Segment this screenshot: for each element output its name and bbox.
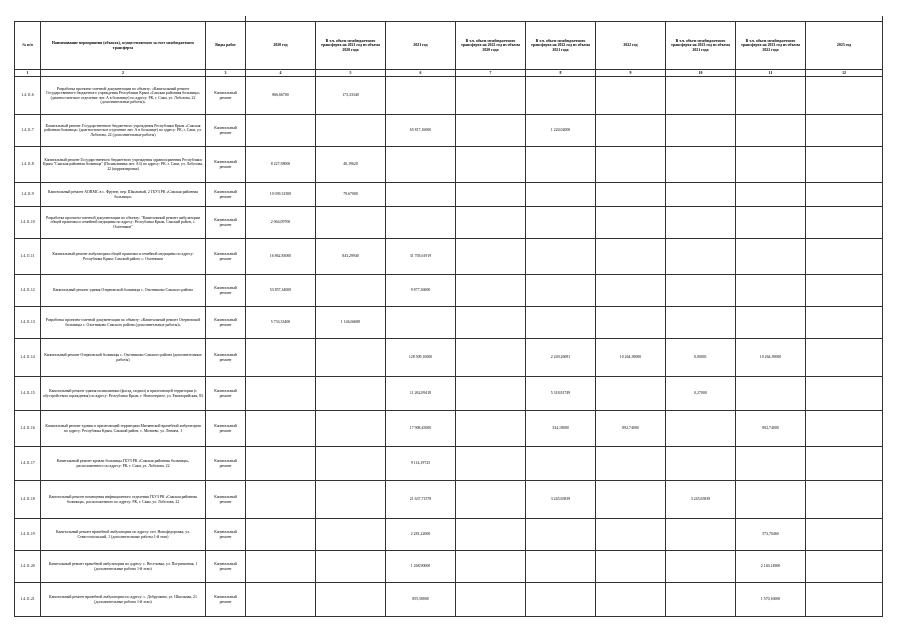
cell-2023 (806, 583, 883, 617)
table-row (15, 307, 883, 339)
cell-2023-incl-2022: 892,74000 (736, 411, 806, 447)
cell-2020 (246, 447, 316, 481)
cell-2023 (806, 411, 883, 447)
header-2023: 2023 год (806, 22, 883, 70)
header-name: Наименование мероприятия (объекта), осуществляемого за счет межбюджетного трансферта (41, 22, 206, 70)
table-row (15, 239, 883, 275)
cell-2020 (246, 411, 316, 447)
table-row (15, 519, 883, 551)
cell-2022-incl-2021 (526, 519, 596, 551)
cell-2022 (596, 115, 666, 147)
cell-2021: 21 637,71578 (386, 481, 456, 519)
cell-2021-incl-2022 (456, 183, 526, 207)
cell-2020-incl (316, 207, 386, 239)
cell-2022 (596, 207, 666, 239)
row-number: 1.4.11.13 (15, 307, 41, 339)
cell-2023-incl-2022 (736, 377, 806, 411)
row-name: Разработка проектно-сметной документации по объекту: "Капитальный ремонт амбулатории общей практики и семейной медицины по адресу: Республика Крым, Сакский район, с. Охотников" (41, 207, 206, 239)
cell-2020 (246, 583, 316, 617)
cell-2023-incl-2021 (666, 207, 736, 239)
table-row (15, 77, 883, 115)
cell-2023 (806, 551, 883, 583)
cell-2021-incl-2022 (456, 339, 526, 377)
cell-2020 (246, 519, 316, 551)
row-work-type: Капитальный ремонт (206, 207, 246, 239)
row-number: 1.4.11.14 (15, 339, 41, 377)
cell-2023-incl-2021: 0,00001 (666, 339, 736, 377)
row-number: 1.4.11.6 (15, 77, 41, 115)
cell-2021-incl-2022 (456, 115, 526, 147)
cell-2023-incl-2022 (736, 447, 806, 481)
cell-2021: 65 817,16000 (386, 115, 456, 147)
cell-2023 (806, 207, 883, 239)
row-name: Разработка проектно-сметной документации по объекту: «Капитальный ремонт Озерновской больницы с. Охотниково Сакского района (дополнительные работы)» (41, 307, 206, 339)
cell-2023-incl-2021 (666, 307, 736, 339)
col-number: 7 (456, 70, 526, 77)
cell-2020 (246, 551, 316, 583)
cell-2021 (386, 77, 456, 115)
header-2023-incl-2022: В т.ч. объем межбюджетного трансферта на 2023 год из объема 2022 года (736, 22, 806, 70)
cell-2022 (596, 447, 666, 481)
row-work-type: Капитальный ремонт (206, 147, 246, 183)
cell-2022-incl-2021 (526, 239, 596, 275)
row-work-type: Капитальный ремонт (206, 307, 246, 339)
row-work-type: Капитальный ремонт (206, 275, 246, 307)
row-number: 1.4.11.9 (15, 183, 41, 207)
row-number: 1.4.11.18 (15, 481, 41, 519)
cell-2023-incl-2022 (736, 239, 806, 275)
table-body (15, 16, 883, 617)
cell-2020-incl (316, 551, 386, 583)
cell-2023-incl-2021 (666, 77, 736, 115)
table-row (15, 377, 883, 411)
cell-2020-incl: 173,33340 (316, 77, 386, 115)
cell-2021-incl-2022 (456, 519, 526, 551)
col-number: 12 (806, 70, 883, 77)
cell-2020-incl (316, 519, 386, 551)
row-number: 1.4.11.15 (15, 377, 41, 411)
row-number: 1.4.11.11 (15, 239, 41, 275)
col-number: 5 (316, 70, 386, 77)
cell-2023 (806, 147, 883, 183)
cell-2023 (806, 77, 883, 115)
cell-2021-incl-2022 (456, 239, 526, 275)
cell-2020-incl: 1 146,66680 (316, 307, 386, 339)
header-num: № п/п (15, 22, 41, 70)
row-work-type: Капитальный ремонт (206, 339, 246, 377)
cell-2023-incl-2021 (666, 275, 736, 307)
cell-2020: 10 039,31500 (246, 183, 316, 207)
cell-2020: 53 857,34000 (246, 275, 316, 307)
row-work-type: Капитальный ремонт (206, 519, 246, 551)
cell-2023-incl-2022: 10 264,39000 (736, 339, 806, 377)
row-work-type: Капитальный ремонт (206, 77, 246, 115)
cell-2020-incl (316, 583, 386, 617)
cell-2020-incl (316, 275, 386, 307)
cell-2022 (596, 275, 666, 307)
cell-2023 (806, 447, 883, 481)
cell-2020-incl (316, 481, 386, 519)
header-2020: 2020 год (246, 22, 316, 70)
row-name: Капитальный ремонт кровли больницы ГБУЗ РК «Сакская районная больница», расположенного по адресу: РК, г. Саки, ул. Лобозова, 22 (41, 447, 206, 481)
row-work-type: Капитальный ремонт (206, 447, 246, 481)
row-name: Капитальный ремонт АОПМС в с. Фрунзе, пер. Школьный, 2 ГБУЗ РК «Сакская районная больница» (41, 183, 206, 207)
header-2021-incl-2022: В т.ч. объем межбюджетного трансферта на 2022 год из объема 2020 года (456, 22, 526, 70)
cell-2020-incl (316, 411, 386, 447)
cell-2022-incl-2021: 3 245,65839 (526, 481, 596, 519)
col-number: 10 (666, 70, 736, 77)
row-number: 1.4.11.8 (15, 147, 41, 183)
cell-2022 (596, 183, 666, 207)
row-work-type: Капитальный ремонт (206, 583, 246, 617)
cell-2022-incl-2021 (526, 275, 596, 307)
cell-2023 (806, 307, 883, 339)
row-name: Капитальный ремонт Озерновской больницы с. Охотниково Сакского района (дополнительные работы) (41, 339, 206, 377)
col-number: 6 (386, 70, 456, 77)
cell-2023-incl-2021 (666, 411, 736, 447)
cell-2021-incl-2022 (456, 77, 526, 115)
cell-2022-incl-2021 (526, 551, 596, 583)
row-work-type: Капитальный ремонт (206, 481, 246, 519)
cell-2023-incl-2022: 2 140,14900 (736, 551, 806, 583)
cell-2022: 10 264,39000 (596, 339, 666, 377)
table-row (15, 147, 883, 183)
cell-2022-incl-2021: 2 249,26081 (526, 339, 596, 377)
cell-2022-incl-2021 (526, 307, 596, 339)
cell-2021: 2 281,22000 (386, 519, 456, 551)
table-row (15, 481, 883, 519)
cell-2022 (596, 147, 666, 183)
row-number: 1.4.11.20 (15, 551, 41, 583)
cell-2021-incl-2022 (456, 307, 526, 339)
cell-2022 (596, 377, 666, 411)
row-number: 1.4.11.7 (15, 115, 41, 147)
cell-2023-incl-2022 (736, 275, 806, 307)
cell-2023 (806, 519, 883, 551)
cell-2020-incl (316, 339, 386, 377)
cell-2020-incl (316, 447, 386, 481)
cell-2021 (386, 183, 456, 207)
cell-2022 (596, 583, 666, 617)
row-work-type: Капитальный ремонт (206, 551, 246, 583)
cell-2021-incl-2022 (456, 147, 526, 183)
cell-2021: 855,58000 (386, 583, 456, 617)
table-row (15, 551, 883, 583)
row-number: 1.4.11.10 (15, 207, 41, 239)
row-work-type: Капитальный ремонт (206, 239, 246, 275)
cell-2023-incl-2021 (666, 183, 736, 207)
cell-2023-incl-2022 (736, 481, 806, 519)
cell-2021: 1 268,90000 (386, 551, 456, 583)
row-name: Капитальный ремонт здания поликлиники (фасад, подвал) и прилегающей территории (с обустройством ограждения) по адресу: Республика Крым, г. Новоозерное, ул. Евпаторийская, 83 (41, 377, 206, 411)
table-row (15, 115, 883, 147)
cell-2023-incl-2021 (666, 551, 736, 583)
cell-2023-incl-2021 (666, 239, 736, 275)
row-name: Капитальный ремонт Государственного бюджетного учреждения Республики Крым «Сакская районная больница» (диагностическое отделение лит. А в больнице) по адресу: РК, г. Саки, ул. Лобозова, 22 (дополнительные работы) (41, 115, 206, 147)
cell-2020-incl: 40,19620 (316, 147, 386, 183)
cell-2023-incl-2021 (666, 447, 736, 481)
row-work-type: Капитальный ремонт (206, 115, 246, 147)
table-row (15, 447, 883, 481)
col-number: 4 (246, 70, 316, 77)
cell-2021: 128 509,10000 (386, 339, 456, 377)
cell-2021-incl-2022 (456, 411, 526, 447)
cell-2021-incl-2022 (456, 275, 526, 307)
cell-2023 (806, 275, 883, 307)
col-number: 2 (41, 70, 206, 77)
row-name: Капитальный ремонт здания Озерновской больницы с. Охотниково Сакского района (41, 275, 206, 307)
cell-2022-incl-2021 (526, 77, 596, 115)
table-row (15, 583, 883, 617)
row-name: Капитальный ремонт амбулатории общей практики и семейной медицины по адресу: Республика Крым; Сакский район; с. Охотников (41, 239, 206, 275)
cell-2023-incl-2021: 3 245,65839 (666, 481, 736, 519)
cell-2020-incl: 79,67000 (316, 183, 386, 207)
cell-2023-incl-2021 (666, 583, 736, 617)
cell-2022 (596, 481, 666, 519)
cell-2021: 31 703,61919 (386, 239, 456, 275)
col-number: 1 (15, 70, 41, 77)
cell-2023 (806, 239, 883, 275)
row-name: Капитальный ремонт Государственного бюджетного учреждения здравоохранения Республики Крым "Сакская районная больница" (Поликлиника лит. А3) по адресу: РК, г. Саки, ул. Лобозова, 22 (корректировка) (41, 147, 206, 183)
header-2021: 2021 год (386, 22, 456, 70)
row-name: Капитальный ремонт врачебной амбулатории по адресу: с. Добрушино, ул. Школьная, 21 (дополнительные работы 1-й этап) (41, 583, 206, 617)
column-number-row (15, 70, 883, 77)
cell-2020 (246, 377, 316, 411)
cell-2020: 5 733,33400 (246, 307, 316, 339)
cell-2021-incl-2022 (456, 377, 526, 411)
row-number: 1.4.11.12 (15, 275, 41, 307)
cell-2021: 9 877,36000 (386, 275, 456, 307)
header-2023-incl-2021: В т.ч. объем межбюджетного трансферта на 2023 год из объема 2021 года (666, 22, 736, 70)
cell-2023-incl-2022: 573,70460 (736, 519, 806, 551)
cell-2022-incl-2021: 1 220,02000 (526, 115, 596, 147)
cell-2023-incl-2021 (666, 519, 736, 551)
header-2022: 2022 год (596, 22, 666, 70)
cell-2022-incl-2021: 5 318,81749 (526, 377, 596, 411)
col-number: 9 (596, 70, 666, 77)
cell-2020 (246, 339, 316, 377)
cell-2021: 17 908,45000 (386, 411, 456, 447)
cell-2021-incl-2022 (456, 551, 526, 583)
cell-2022-incl-2021 (526, 183, 596, 207)
cell-2020: 866,66700 (246, 77, 316, 115)
cell-2022 (596, 307, 666, 339)
cell-2023-incl-2022: 1 570,16000 (736, 583, 806, 617)
cell-2020-incl (316, 377, 386, 411)
cell-2020 (246, 115, 316, 147)
cell-2020-incl (316, 115, 386, 147)
row-number: 1.4.11.16 (15, 411, 41, 447)
header-row (15, 22, 883, 70)
table-row (15, 339, 883, 377)
row-name: Капитальный ремонт врачебной амбулатории по адресу: с. Веселовка, ул. Пограничная, 1 (дополнительные работы 1-й этап) (41, 551, 206, 583)
cell-2022 (596, 77, 666, 115)
cell-2022 (596, 519, 666, 551)
cell-2020 (246, 481, 316, 519)
cell-2021-incl-2022 (456, 207, 526, 239)
cell-2021: 11 262,09418 (386, 377, 456, 411)
cell-2021 (386, 307, 456, 339)
cell-2023-incl-2022 (736, 307, 806, 339)
cell-2023-incl-2022 (736, 147, 806, 183)
row-name: Капитальный ремонт помещения инфекционного отделения ГБУЗ РК «Сакская районная больница», расположенного по адресу: РК, г. Саки, ул. Лобозова, 22 (41, 481, 206, 519)
row-name: Капитальный ремонт врачебной амбулатории по адресу: пгт. Новофедоровка, ул. Севастопольский, 1 (дополнительные работы 1-й этап) (41, 519, 206, 551)
cell-2022-incl-2021 (526, 147, 596, 183)
cell-2022 (596, 239, 666, 275)
table-row (15, 411, 883, 447)
cell-2023-incl-2022 (736, 207, 806, 239)
cell-2022-incl-2021 (526, 207, 596, 239)
row-work-type: Капитальный ремонт (206, 377, 246, 411)
header-2020-incl: В т.ч. объем межбюджетного трансферта на 2021 год из объема 2020 года (316, 22, 386, 70)
row-work-type: Капитальный ремонт (206, 411, 246, 447)
table-row (15, 207, 883, 239)
cell-2021 (386, 147, 456, 183)
cell-2023-incl-2022 (736, 77, 806, 115)
cell-2023-incl-2022 (736, 183, 806, 207)
cell-2021: 9 114,19725 (386, 447, 456, 481)
budget-table (14, 16, 883, 617)
row-number: 1.4.11.21 (15, 583, 41, 617)
col-number: 8 (526, 70, 596, 77)
cell-2022: 892,74000 (596, 411, 666, 447)
cell-2020: 8 227,58000 (246, 147, 316, 183)
cell-2021 (386, 207, 456, 239)
table-row (15, 183, 883, 207)
cell-2022-incl-2021: 334,18000 (526, 411, 596, 447)
cell-2021-incl-2022 (456, 583, 526, 617)
row-name: Разработка проектно-сметной документации по объекту: «Капитальный ремонт Государственного бюджетного учреждения Республики Крым «Сакская районная больница» (диагностическое отделение лит. А в больнице) по адресу: РК, г. Саки, ул. Лобозова, 22 (дополнительные работы)» (41, 77, 206, 115)
cell-2021-incl-2022 (456, 447, 526, 481)
cell-2023-incl-2021: 0,27000 (666, 377, 736, 411)
header-type: Виды работ (206, 22, 246, 70)
cell-2023 (806, 339, 883, 377)
cell-2020: 16 862,83000 (246, 239, 316, 275)
cell-2023-incl-2022 (736, 115, 806, 147)
header-2022-incl-2021: В т.ч. объем межбюджетного трансферта на 2022 год из объема 2021 года (526, 22, 596, 70)
cell-2022-incl-2021 (526, 447, 596, 481)
cell-2023-incl-2021 (666, 115, 736, 147)
row-name: Капитальный ремонт здания и прилегающей территории Митяевской врачебной амбулатории по адресу: Республика Крым, Сакский район, с. Митяево, ул. Ленина, 1 (41, 411, 206, 447)
row-number: 1.4.11.19 (15, 519, 41, 551)
cell-2023 (806, 115, 883, 147)
cell-2020-incl: 843,29940 (316, 239, 386, 275)
cell-2023 (806, 481, 883, 519)
cell-2020: 2 064,09700 (246, 207, 316, 239)
row-number: 1.4.11.17 (15, 447, 41, 481)
cell-2023-incl-2021 (666, 147, 736, 183)
col-number: 11 (736, 70, 806, 77)
cell-2023 (806, 183, 883, 207)
cell-2021-incl-2022 (456, 481, 526, 519)
table-row (15, 275, 883, 307)
cell-2022-incl-2021 (526, 583, 596, 617)
col-number: 3 (206, 70, 246, 77)
cell-2022 (596, 551, 666, 583)
cell-2023 (806, 377, 883, 411)
row-work-type: Капитальный ремонт (206, 183, 246, 207)
